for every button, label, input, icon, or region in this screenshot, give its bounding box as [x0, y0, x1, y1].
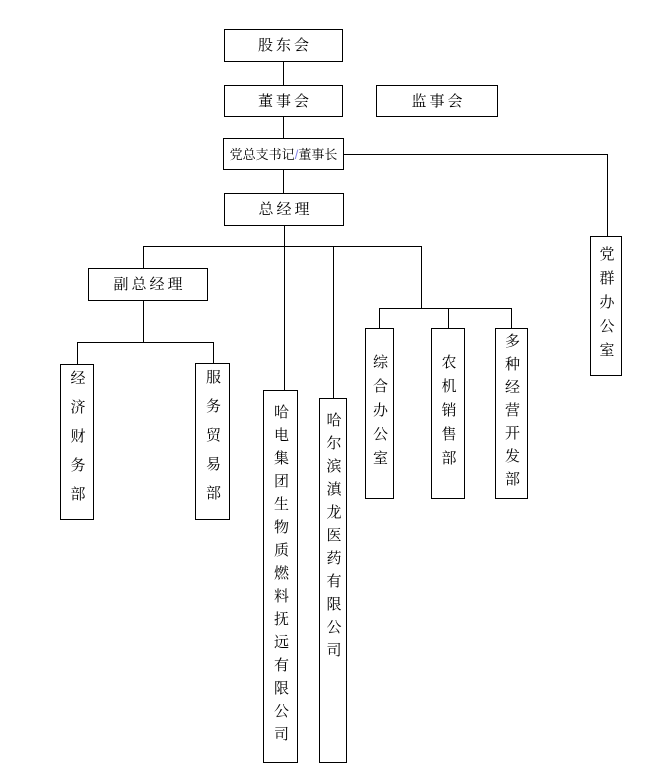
connector-line	[143, 246, 422, 247]
connector-line	[284, 226, 285, 390]
org-box-party-masses-office	[590, 236, 622, 376]
org-box-economic-finance-dept	[60, 364, 94, 520]
org-box-deputy-general-manager	[88, 268, 208, 301]
org-box-supervisory-label: 监事会	[411, 92, 466, 110]
connector-line	[333, 246, 334, 398]
org-box-general-manager	[224, 193, 344, 226]
connector-line	[448, 308, 449, 328]
connector-line	[379, 308, 512, 309]
org-box-biomass-fuel-company	[263, 390, 298, 763]
connector-line	[283, 62, 284, 86]
org-box-general-office	[365, 328, 394, 499]
org-box-shareholders-label: 股东会	[257, 37, 312, 54]
org-box-diversified-label: 多种经营开发部	[503, 333, 520, 494]
connector-line	[607, 154, 608, 236]
connector-line	[283, 170, 284, 193]
org-box-dianlong-label: 哈尔滨滇龙医药有限公司	[324, 412, 342, 665]
org-box-party-secretary-chairman	[223, 138, 344, 170]
org-box-general-office-label: 综合办公室	[371, 353, 388, 474]
connector-line	[511, 308, 512, 328]
org-box-service-trade-dept	[195, 363, 230, 520]
org-box-shareholders	[224, 29, 343, 62]
org-box-party-office-label: 党群办公室	[597, 246, 615, 366]
connector-line	[421, 246, 422, 308]
org-box-dgm-label: 副总经理	[113, 276, 186, 293]
connector-line	[379, 308, 380, 328]
org-box-board-of-directors	[224, 85, 343, 117]
slash-separator: /	[294, 146, 299, 162]
connector-line	[213, 342, 214, 364]
connector-line	[77, 342, 214, 343]
org-box-finance-label: 经济财务部	[68, 369, 86, 515]
org-box-machinery-label: 农机销售部	[439, 353, 457, 474]
org-box-dianlong-pharma-company	[319, 398, 347, 763]
connector-line	[283, 117, 284, 139]
connector-line	[143, 246, 144, 268]
org-box-diversified-dev-dept	[495, 328, 528, 499]
org-box-board-label: 董事会	[257, 92, 312, 110]
org-box-machinery-sales-dept	[431, 328, 465, 499]
org-box-gm-label: 总经理	[258, 201, 313, 218]
org-box-trade-label: 服务贸易部	[204, 369, 221, 514]
connector-line	[77, 342, 78, 365]
connector-line	[143, 301, 144, 342]
org-box-secretary-label-part1: 党总支书记	[229, 146, 295, 162]
org-box-secretary-label-part2: 董事长	[298, 146, 338, 162]
connector-line	[344, 154, 607, 155]
org-box-biomass-label: 哈电集团生物质燃料抚远有限公司	[272, 404, 289, 749]
org-box-supervisory-board	[376, 85, 498, 117]
